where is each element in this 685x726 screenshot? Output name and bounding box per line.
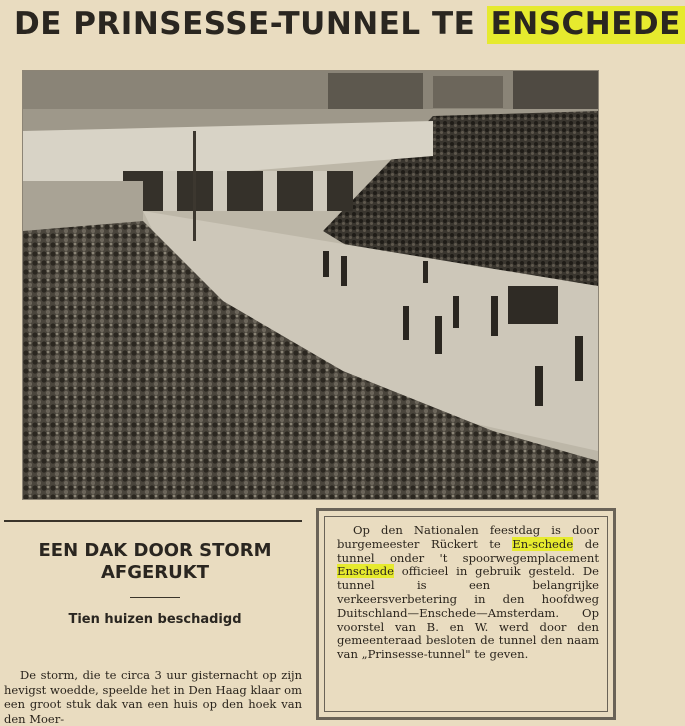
article-deck: Tien huizen beschadigd xyxy=(68,612,242,627)
headline xyxy=(14,6,681,50)
headline-highlight: ENSCHEDE xyxy=(487,6,685,44)
caption-part-1: Op den Nationalen feestdag is door burgemeester Rückert te xyxy=(337,523,599,551)
article-title: EEN DAK DOOR STORM AFGERUKT xyxy=(38,540,272,583)
caption-text xyxy=(337,524,599,662)
news-photo xyxy=(22,70,599,500)
caption-part-3: officieel in gebruik gesteld. De tunnel is een belangrijke verkeersverbetering in den hoofdweg Duitschland—Enschede—Amsterdam. Op voorstel van B. en W. werd door den gemeenteraad besloten de tunnel den naam van „Prinsesse-tunnel" te geven. xyxy=(337,564,599,662)
title-divider xyxy=(130,597,180,598)
article-body-left: De storm, die te circa 3 uur gisternacht op zijn hevigst woedde, speelde het in Den Haag klaar om een groot stuk dak van een huis op den hoek van den Moer- xyxy=(4,668,302,726)
caption-part-2: de tunnel onder 't spoorwegemplacement xyxy=(337,536,600,565)
column-top-rule xyxy=(4,520,302,522)
caption-highlight-1: En-schede xyxy=(512,536,574,551)
headline-text: DE PRINSESSE-TUNNEL TE xyxy=(14,6,487,42)
photograph-tunnel-crowd-icon xyxy=(23,71,598,499)
caption-highlight-2: Enschede xyxy=(337,564,394,579)
